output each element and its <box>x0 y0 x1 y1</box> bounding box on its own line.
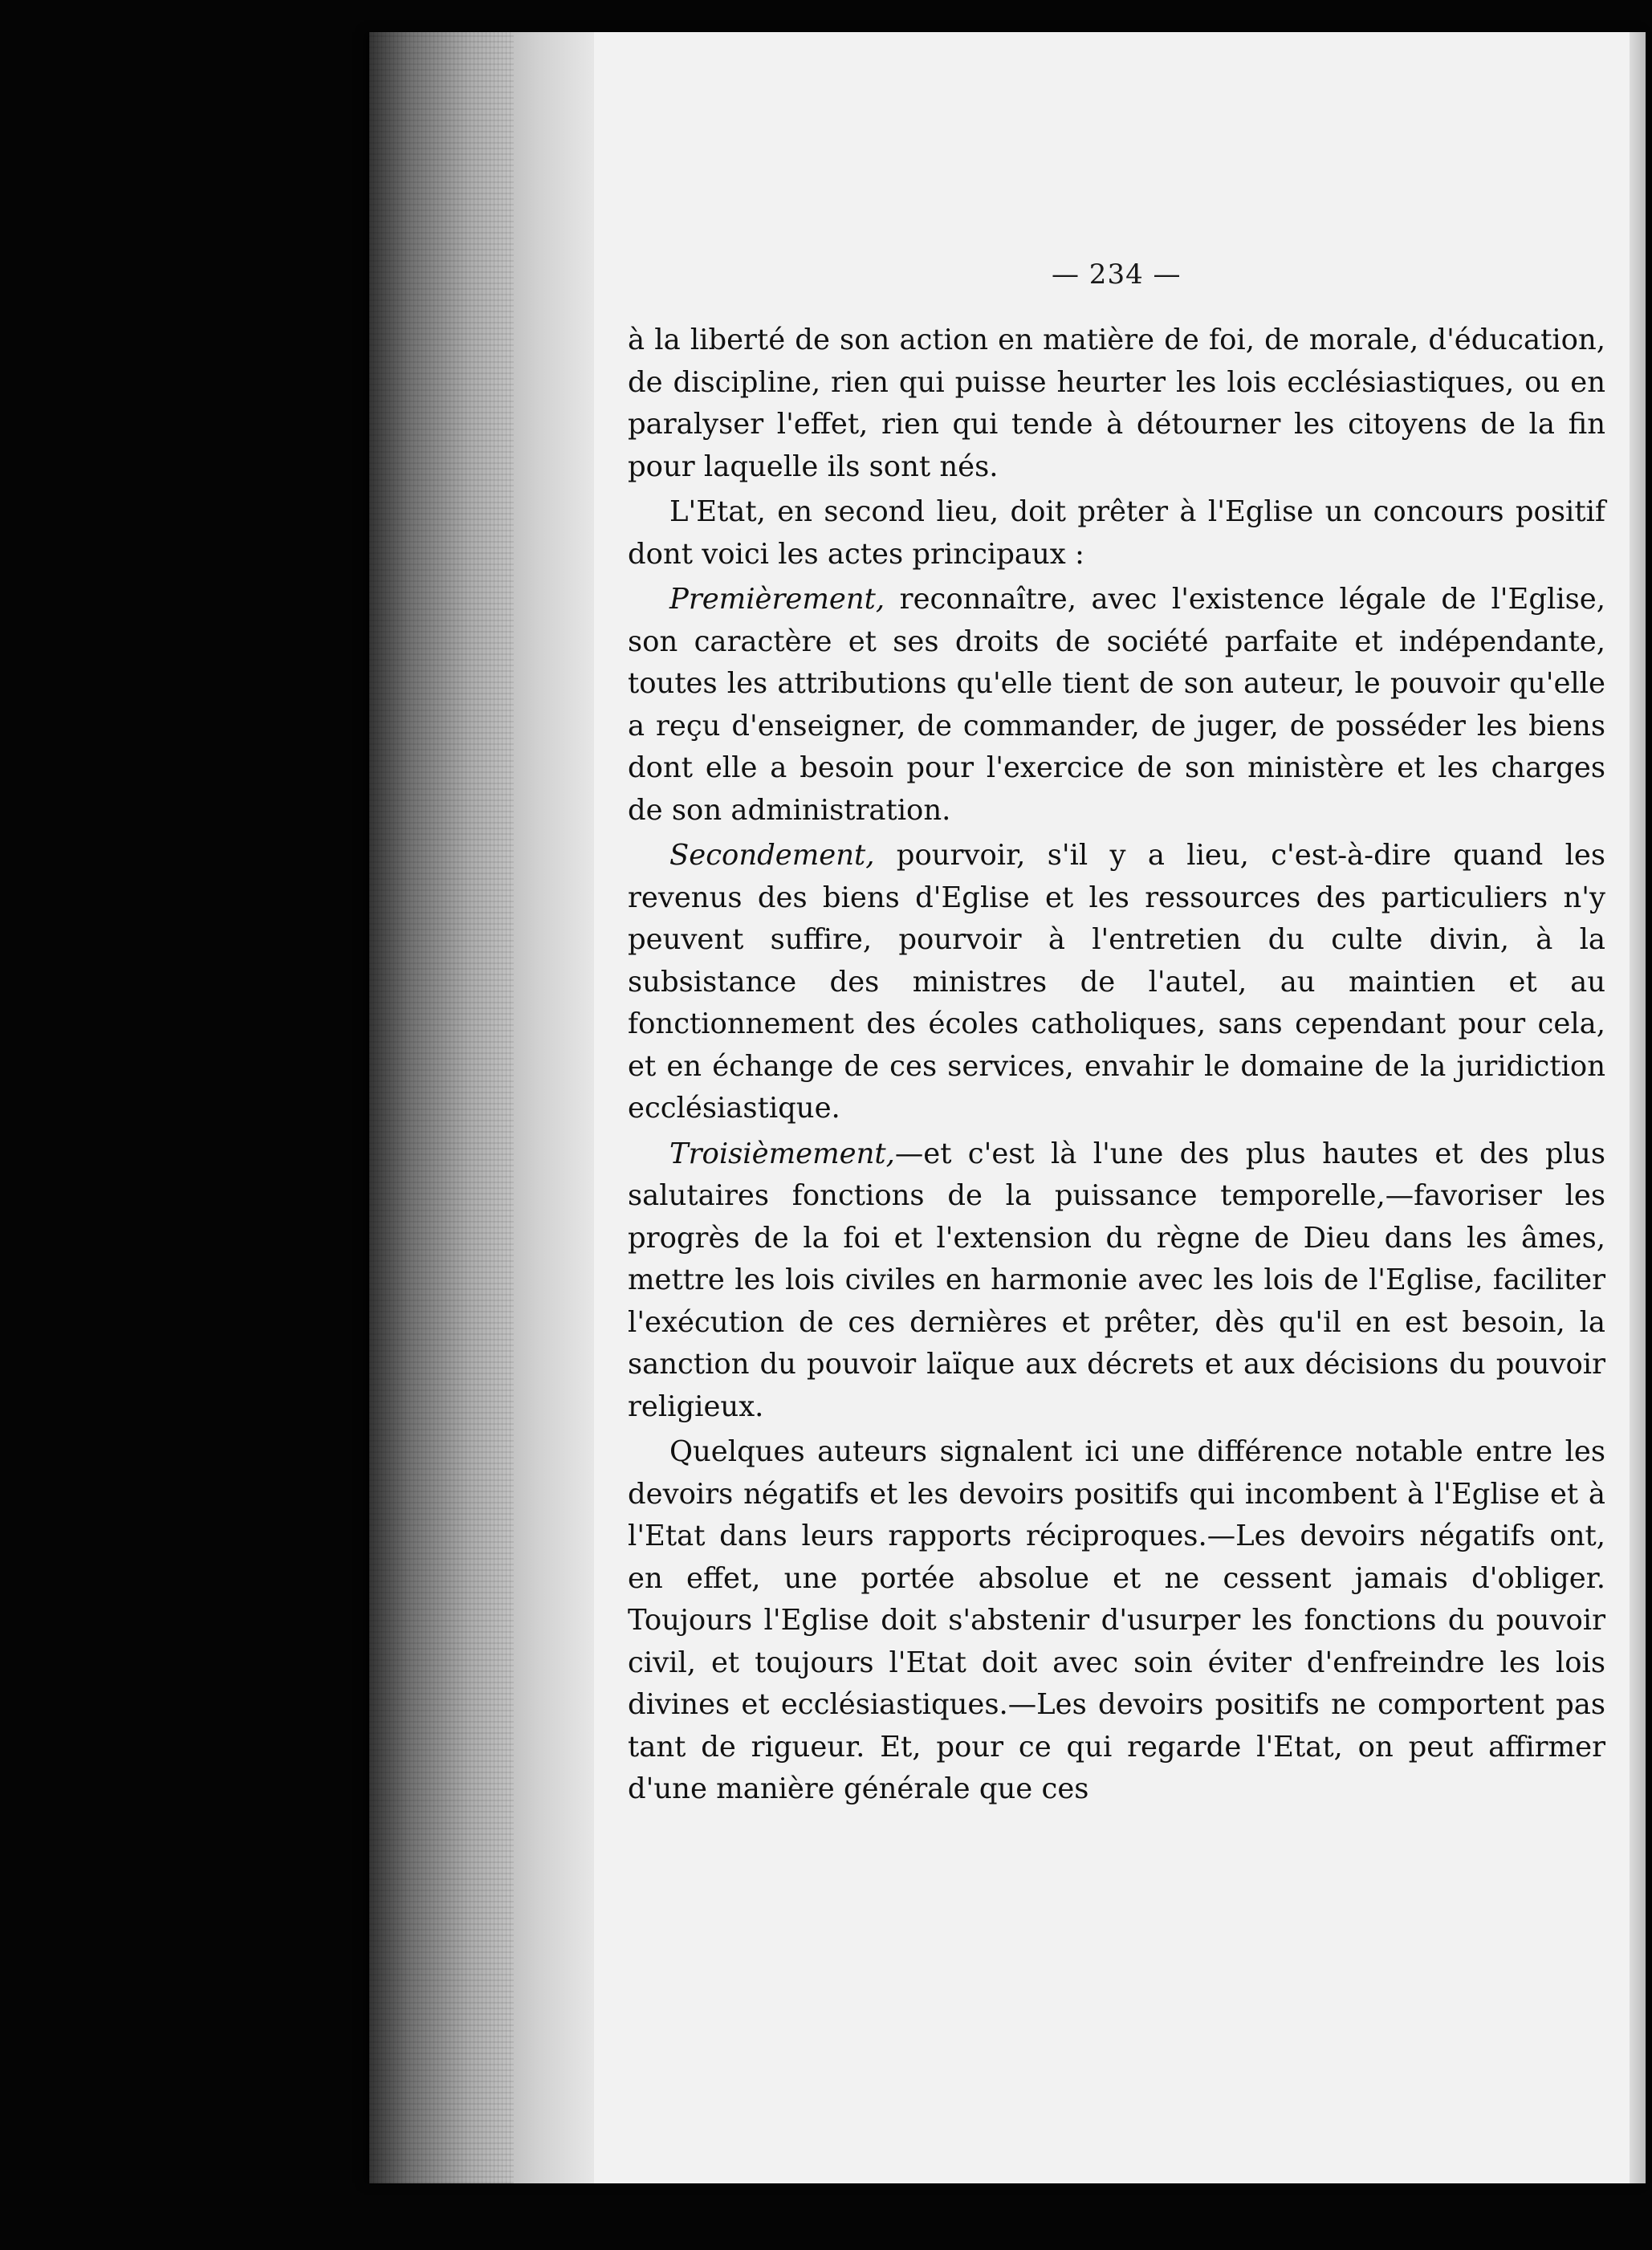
paragraph-5-text: —et c'est là l'une des plus hautes et des plus salutaires fonctions de la puissance temporelle,—favoriser les progrès de la foi et l'extension du règne de Dieu dans les âmes, mettre les lois civiles en harmonie avec les lois de l'Eglise, faciliter l'exécution de ces dernières et prêter, dès qu'il en est besoin, la sanction du pouvoir laïque aux décrets et aux décisions du pouvoir religieux. <box>628 1137 1605 1423</box>
paragraph-4 <box>628 835 1605 1130</box>
paragraph-4-text: pourvoir, s'il y a lieu, c'est-à-dire quand les revenus des biens d'Eglise et les ressources des particuliers n'y peuvent suffire, pourvoir à l'entretien du culte divin, à la subsistance des ministres de l'autel, au maintien et au fonctionnement des écoles catholiques, sans cependant pour cela, et en échange de ces services, envahir le domaine de la juridiction ecclésiastique. <box>628 839 1605 1125</box>
paragraph-3-text: reconnaître, avec l'existence légale de l'Eglise, son caractère et ses droits de société parfaite et indépendante, toutes les attributions qu'elle tient de son auteur, le pouvoir qu'elle a reçu d'enseigner, de commander, de juger, de posséder les biens dont elle a besoin pour l'exercice de son ministère et les charges de son administration. <box>628 583 1605 827</box>
paragraph-5-lead: Troisièmement, <box>669 1137 895 1170</box>
body-text <box>628 319 1605 1814</box>
paragraph-2: L'Etat, en second lieu, doit prêter à l'Eglise un concours positif dont voici les actes principaux : <box>628 495 1605 571</box>
paragraph-1: à la liberté de son action en matière de foi, de morale, d'éducation, de discipline, rien qui puisse heurter les lois ecclésiastiques, ou en paralyser l'effet, rien qui tende à détourner les citoyens de la fin pour laquelle ils sont nés. <box>628 323 1605 483</box>
paragraph-3-lead: Premièrement, <box>669 583 885 616</box>
page-edge <box>1630 32 1646 2183</box>
paragraph-5 <box>628 1133 1605 1429</box>
gutter-texture <box>369 32 514 2183</box>
paragraph-6: Quelques auteurs signalent ici une différence notable entre les devoirs négatifs et les devoirs positifs qui incombent à l'Eglise et à l'Etat dans leurs rapports réciproques.—Les devoirs négatifs ont, en effet, une portée absolue et ne cessent jamais d'obliger. Toujours l'Eglise doit s'abstenir d'usurper les fonctions du pouvoir civil, et toujours l'Etat doit avec soin éviter d'enfreindre les lois divines et ecclésiastiques.—Les devoirs positifs ne comportent pas tant de rigueur. Et, pour ce qui regarde l'Etat, on peut affirmer d'une manière générale que ces <box>628 1435 1605 1805</box>
paragraph-3 <box>628 579 1605 832</box>
paragraph-4-lead: Secondement, <box>669 839 875 872</box>
page-number: — 234 — <box>1052 258 1182 291</box>
